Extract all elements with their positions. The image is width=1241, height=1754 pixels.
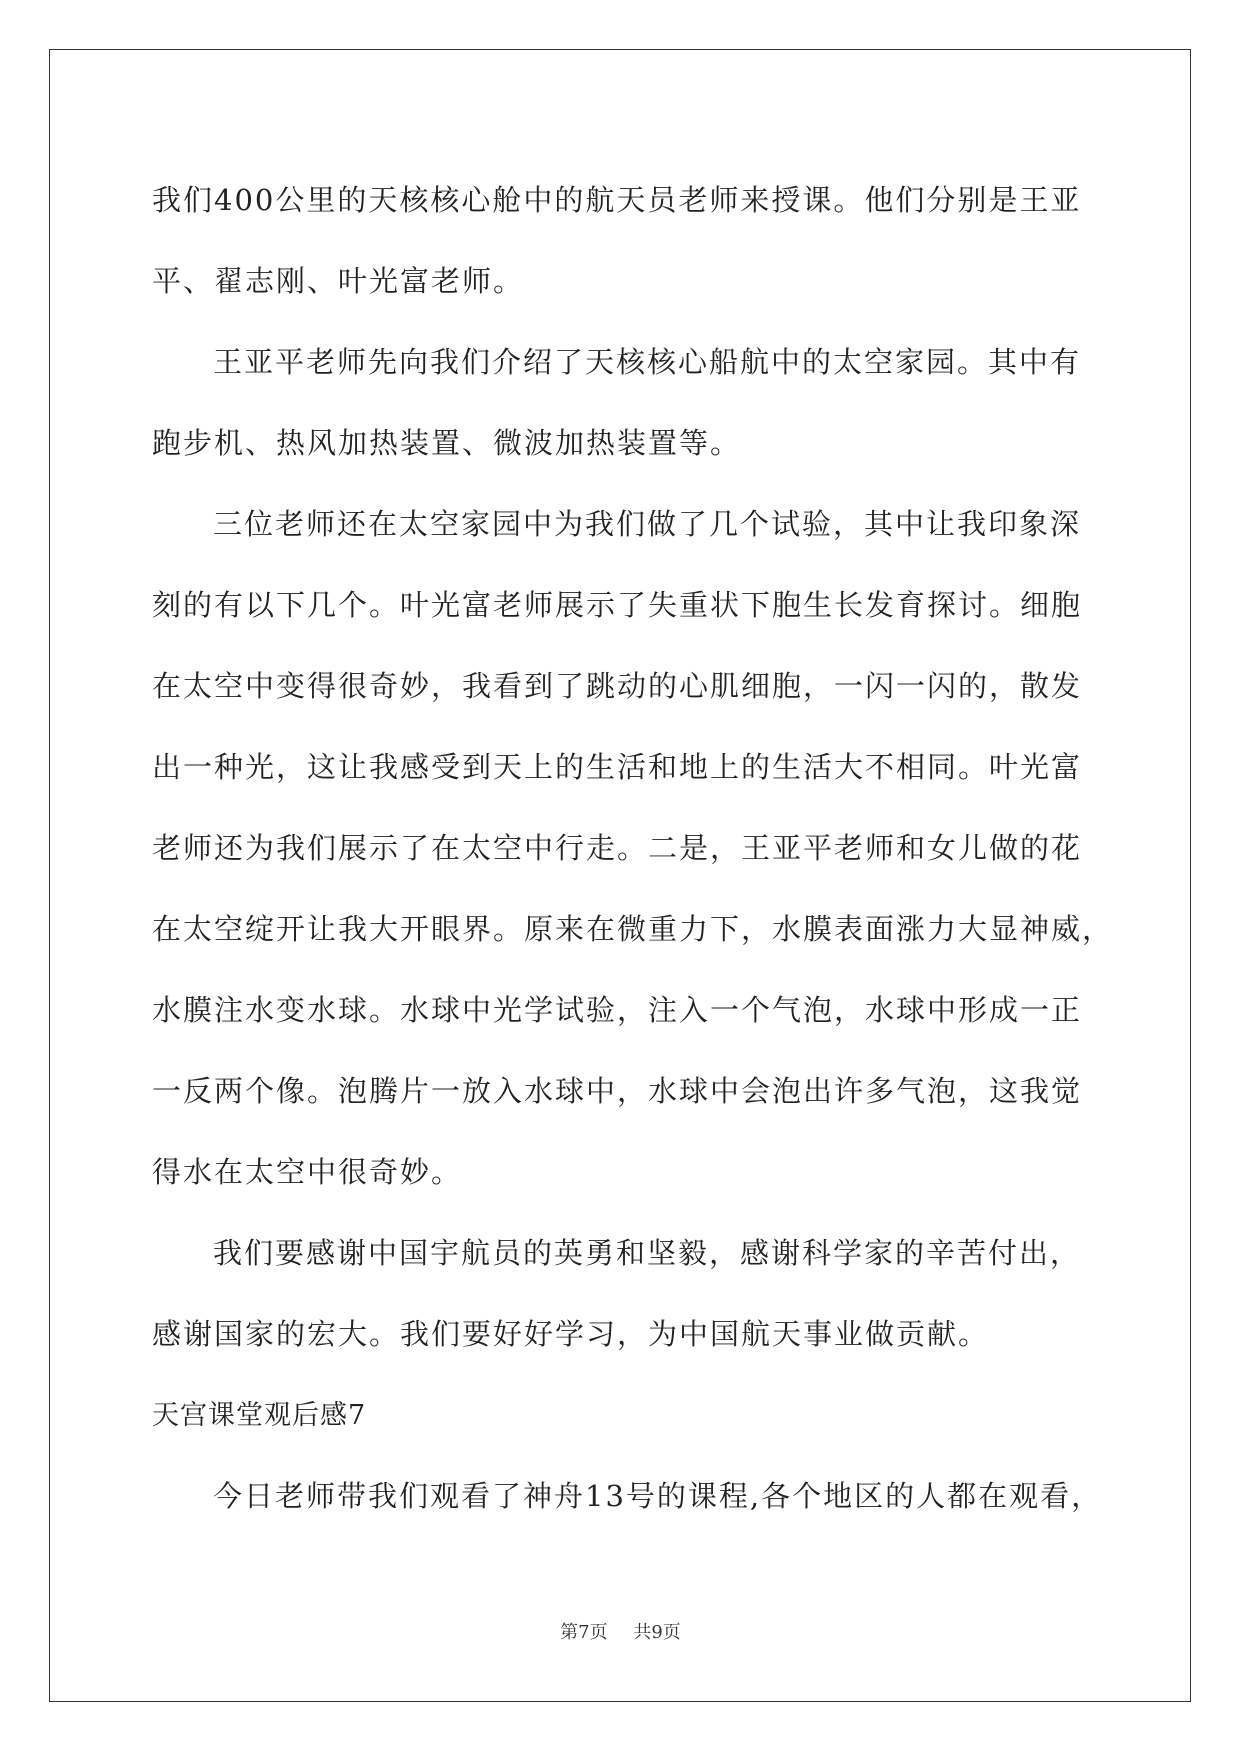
text-line-4: 跑步机、热风加热装置、微波加热装置等。	[152, 426, 742, 460]
page-number-current: 第7页	[560, 1622, 608, 1643]
text-line-12: 一反两个像。泡腾片一放入水球中，水球中会泡出许多气泡，这我觉	[152, 1074, 1083, 1108]
text-line-9: 老师还为我们展示了在太空中行走。二是，王亚平老师和女儿做的花	[152, 831, 1083, 865]
text-line-5: 三位老师还在太空家园中为我们做了几个试验，其中让我印象深	[213, 507, 1082, 541]
text-line-2: 平、翟志刚、叶光富老师。	[152, 264, 525, 298]
text-line-1: 我们400公里的天核核心舱中的航天员老师来授课。他们分别是王亚	[152, 183, 1082, 217]
text-line-14: 我们要感谢中国宇航员的英勇和坚毅，感谢科学家的辛苦付出，	[213, 1236, 1082, 1270]
text-line-8: 出一种光，这让我感受到天上的生活和地上的生活大不相同。叶光富	[152, 750, 1083, 784]
text-line-10: 在太空绽开让我大开眼界。原来在微重力下，水膜表面涨力大显神威，	[152, 912, 1114, 946]
text-line-3: 王亚平老师先向我们介绍了天核核心船航中的太空家园。其中有	[213, 345, 1082, 379]
text-line-7: 在太空中变得很奇妙，我看到了跳动的心肌细胞，一闪一闪的，散发	[152, 669, 1083, 703]
page-footer	[0, 1618, 1241, 1644]
text-line-11: 水膜注水变水球。水球中光学试验，注入一个气泡，水球中形成一正	[152, 993, 1083, 1027]
document-body	[152, 160, 1114, 1537]
text-line-16: 今日老师带我们观看了神舟13号的课程,各个地区的人都在观看，	[213, 1479, 1103, 1513]
text-line-13: 得水在太空中很奇妙。	[152, 1155, 463, 1189]
section-heading: 天宫课堂观后感7	[152, 1400, 367, 1431]
text-line-15: 感谢国家的宏大。我们要好好学习，为中国航天事业做贡献。	[152, 1317, 990, 1351]
text-line-6: 刻的有以下几个。叶光富老师展示了失重状下胞生长发育探讨。细胞	[152, 588, 1083, 622]
page-number-total: 共9页	[633, 1622, 681, 1643]
